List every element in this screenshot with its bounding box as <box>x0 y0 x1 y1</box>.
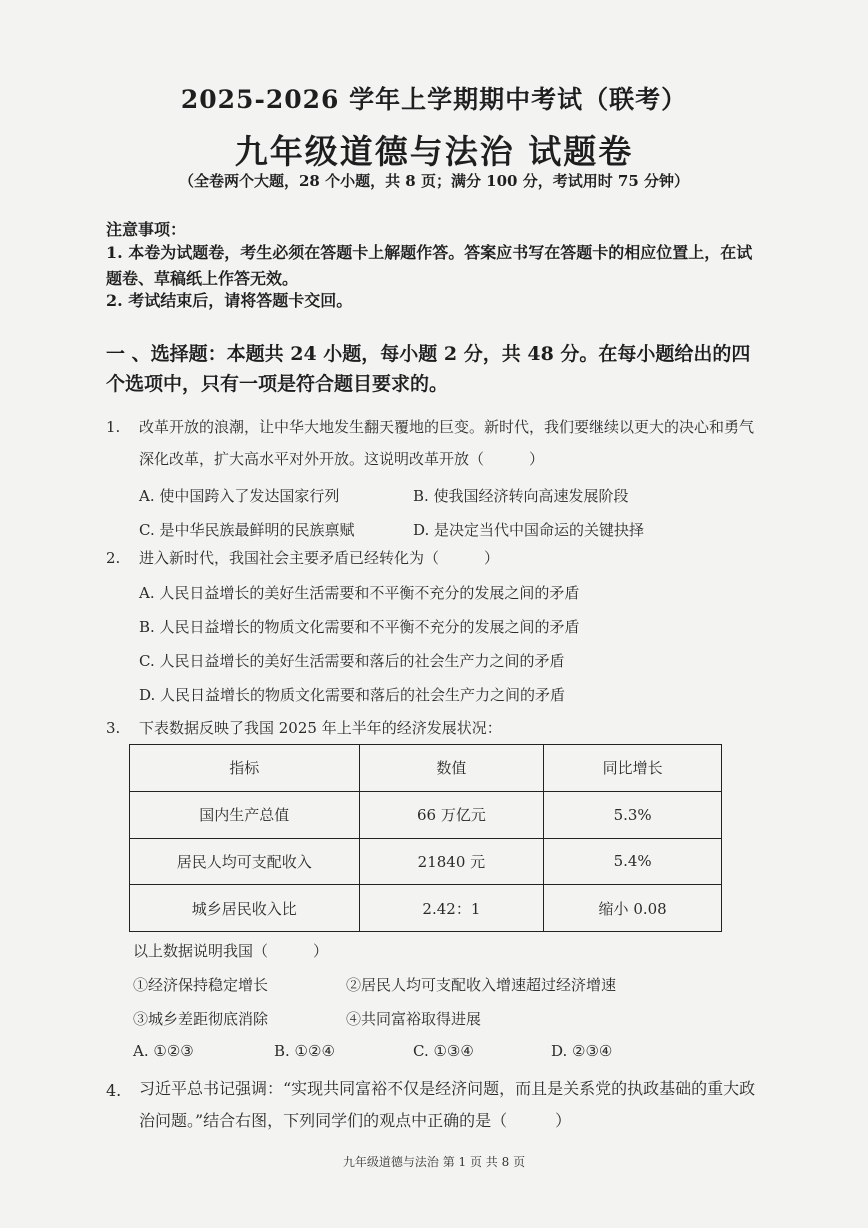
table-cell: 5.3% <box>544 791 722 838</box>
paper-title: 九年级道德与法治 试题卷 <box>234 132 634 171</box>
q3-statement-3: ③城乡差距彻底消除 <box>133 1010 269 1028</box>
q3-statement-2: ②居民人均可支配收入增速超过经济增速 <box>346 976 617 994</box>
table-header-cell: 同比增长 <box>544 745 722 792</box>
q1-text: 改革开放的浪潮，让中华大地发生翻天覆地的巨变。新时代，我们要继续以更大的决心和勇气深化改革，扩大高水平对外开放。这说明改革开放（ ） <box>139 418 755 468</box>
table-header-row <box>130 745 722 792</box>
economic-data-table <box>129 744 722 932</box>
q3-statement-1: ①经济保持稳定增长 <box>133 976 269 994</box>
table-header-cell: 指标 <box>130 745 360 792</box>
table-cell: 国内生产总值 <box>130 791 360 838</box>
q2-text: 进入新时代，我国社会主要矛盾已经转化为（ ） <box>139 549 500 567</box>
q2-option-d: D. 人民日益增长的物质文化需要和落后的社会生产力之间的矛盾 <box>139 686 566 704</box>
table-cell: 居民人均可支配收入 <box>130 838 360 885</box>
q3-option-a: A. ①②③ <box>133 1042 194 1060</box>
table-cell: 5.4% <box>544 838 722 885</box>
notice-item-2: 2. 考试结束后，请将答题卡交回。 <box>106 291 353 310</box>
q3-option-d: D. ②③④ <box>551 1042 613 1060</box>
table-cell: 城乡居民收入比 <box>130 885 360 932</box>
q2-option-b: B. 人民日益增长的物质文化需要和不平衡不充分的发展之间的矛盾 <box>139 618 580 636</box>
exam-info: （全卷两个大题，28 个小题，共 8 页；满分 100 分，考试用时 75 分钟） <box>178 172 690 190</box>
q1-option-a: A. 使中国跨入了发达国家行列 <box>139 487 340 505</box>
q1-option-d: D. 是决定当代中国命运的关键抉择 <box>413 521 645 539</box>
table-row <box>130 885 722 932</box>
q3-statement-4: ④共同富裕取得进展 <box>346 1010 482 1028</box>
q3-text: 下表数据反映了我国 2025 年上半年的经济发展状况： <box>139 719 502 737</box>
q3-number: 3. <box>106 719 121 737</box>
notice-item-1: 1. 本卷为试题卷，考生必须在答题卡上解题作答。答案应书写在答题卡的相应位置上，在试题卷、草稿纸上作答无效。 <box>106 243 753 288</box>
q1-option-c: C. 是中华民族最鲜明的民族禀赋 <box>139 521 355 539</box>
q2-option-c: C. 人民日益增长的美好生活需要和落后的社会生产力之间的矛盾 <box>139 652 565 670</box>
section-1-heading: 一 、选择题：本题共 24 小题，每小题 2 分，共 48 分。在每小题给出的四个选项中，只有一项是符合题目要求的。 <box>106 343 751 395</box>
q2-option-a: A. 人民日益增长的美好生活需要和不平衡不充分的发展之间的矛盾 <box>139 584 580 602</box>
table-header-cell: 数值 <box>359 745 544 792</box>
q1-number: 1. <box>106 418 121 436</box>
table-row <box>130 791 722 838</box>
table-cell: 66 万亿元 <box>359 791 544 838</box>
q1-option-b: B. 使我国经济转向高速发展阶段 <box>413 487 629 505</box>
q4-number: 4. <box>106 1081 122 1100</box>
q2-number: 2. <box>106 549 121 567</box>
q3-option-c: C. ①③④ <box>413 1042 474 1060</box>
q4-text: 习近平总书记强调：“实现共同富裕不仅是经济问题，而且是关系党的执政基础的重大政治问题。”结合右图，下列同学们的观点中正确的是（ ） <box>139 1079 756 1130</box>
table-row <box>130 838 722 885</box>
table-cell: 21840 元 <box>359 838 544 885</box>
table-cell: 2.42：1 <box>359 885 544 932</box>
q3-stem: 以上数据说明我国（ ） <box>133 942 329 960</box>
table-cell: 缩小 0.08 <box>544 885 722 932</box>
exam-title: 2025-2026 学年上学期期中考试（联考） <box>180 85 688 114</box>
q3-option-b: B. ①②④ <box>274 1042 335 1060</box>
page-footer: 九年级道德与法治 第 1 页 共 8 页 <box>342 1155 526 1169</box>
notice-heading: 注意事项： <box>106 220 187 239</box>
